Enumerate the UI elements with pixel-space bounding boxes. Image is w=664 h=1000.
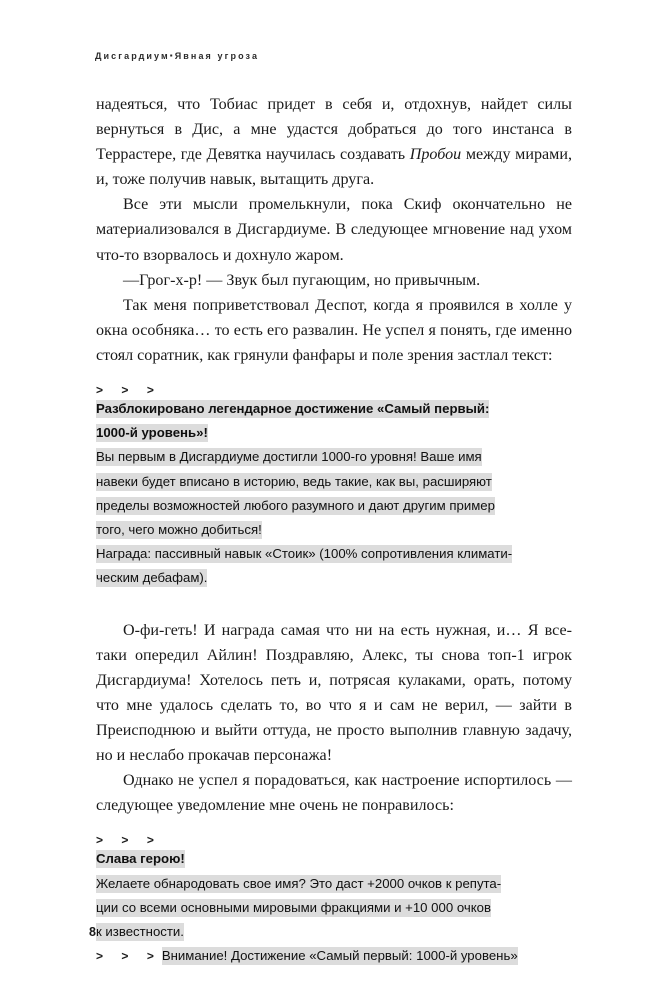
- paragraph-6: Однако не успел я порадоваться, как настроение испортилось — следующее уведомление мне очень не понравилось:: [96, 772, 572, 815]
- running-head-separator-icon: ▪: [169, 51, 175, 60]
- system-message-2-warning-line-1: > > >Внимание! Достижение «Самый первый: 1000-й уровень»: [96, 948, 518, 964]
- spacer: [96, 818, 572, 833]
- arrow-marker-inline: > > >: [96, 949, 162, 964]
- system-message-2-body-line-2: ции со всеми основными мировыми фракциями и +10 000 очков: [96, 899, 492, 915]
- system-message-1-title-line-2: 1000-й уровень»!: [96, 425, 208, 441]
- text-column: [96, 92, 572, 968]
- system-message-glory: [96, 847, 572, 968]
- system-message-1-body-line-2: навеки будет вписано в историю, ведь такие, как вы, расширяют: [96, 473, 492, 489]
- system-message-2-body-line-3: к известности.: [96, 924, 184, 940]
- running-head-title: Явная угроза: [174, 51, 260, 61]
- system-message-achievement: [96, 397, 572, 591]
- system-message-2-title-line-1: Слава герою!: [96, 851, 185, 867]
- paragraph-4: Так меня поприветствовал Деспот, когда я проявился в холле у окна особняка… то есть его развалин. Не успел я понять, где именно стоял соратник, как грянули фанфары и поле зрения застлал текст:: [96, 296, 572, 364]
- running-head-series: Дисгардиум: [95, 51, 170, 61]
- spacer: [96, 368, 572, 383]
- system-message-1-body-line-1: Вы первым в Дисгардиуме достигли 1000-го уровня! Ваше имя: [96, 449, 482, 465]
- paragraph-5: О-фи-геть! И награда самая что ни на есть нужная, и… Я все-таки опередил Айлин! Поздравляю, Алекс, ты снова топ-1 игрок Дисгардиума! Хотелось петь и, потрясая кулаками, орать, потому что мне удалось сделать то, во что я и сам не верил, — зайти в Преисподнюю и выйти оттуда, не просто выполнив главную задачу, но и неслабо прокачав персонажа!: [96, 621, 572, 765]
- system-message-1-reward-line-1: Награда: пассивный навык «Стоик» (100% сопротивления климати-: [96, 546, 513, 562]
- system-message-1-body-line-3: пределы возможностей любого разумного и дают другим пример: [96, 497, 495, 513]
- system-message-2-body-line-1: Желаете обнародовать свое имя? Это даст +2000 очков к репута-: [96, 875, 502, 891]
- spacer: [96, 591, 572, 618]
- system-message-1-reward-line-2: ческим дебафам).: [96, 570, 208, 586]
- paragraph-1-italic-term: Пробои: [409, 146, 462, 164]
- page-number: 8: [89, 925, 96, 939]
- paragraph-3-dialogue: —Грог-х-р! — Звук был пугающим, но привычным.: [123, 271, 481, 289]
- running-head: [95, 51, 259, 61]
- system-message-1-body-line-4: того, чего можно добиться!: [96, 522, 262, 538]
- paragraph-1-text: надеяться, что Тобиас придет в себя и, отдохнув, найдет силы вернуться в Дис, а мне удастся добраться до того инстанса в Террастере, где Девятка научилась создавать: [96, 96, 572, 164]
- system-message-1-title-line-1: Разблокировано легендарное достижение «Самый первый:: [96, 401, 490, 417]
- paragraph-continued: [96, 92, 572, 192]
- arrow-marker-2: > > >: [96, 833, 162, 848]
- arrow-marker-1: > > >: [96, 383, 162, 398]
- paragraph-2: Все эти мысли промелькнули, пока Скиф окончательно не материализовался в Дисгардиуме. В следующее мгновение над ухом что-то взорвалось и дохнуло жаром.: [96, 196, 572, 264]
- paragraph-1-tail: между мирами, и, тоже получив навык, вытащить друга.: [96, 146, 572, 189]
